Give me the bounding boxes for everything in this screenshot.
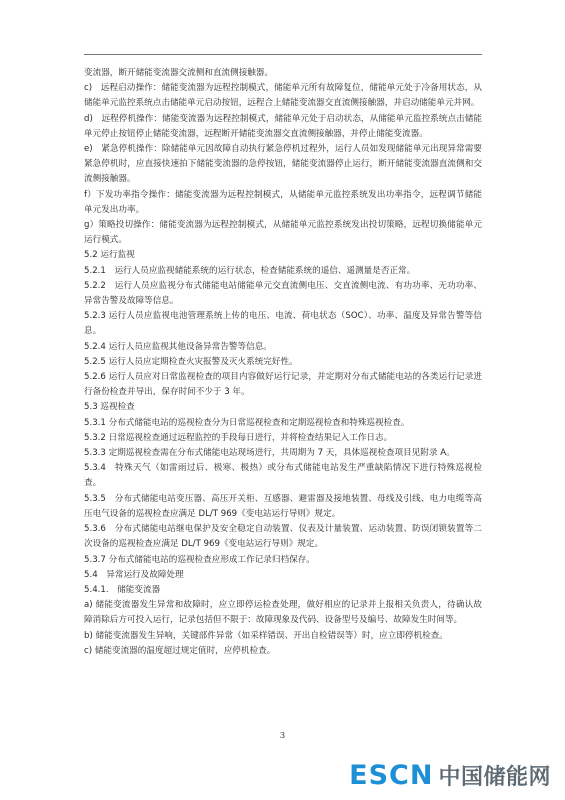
subsection-heading: 5.4.1. 储能变流器 [84,584,161,595]
watermark-logo [349,760,551,790]
paragraph: c) 远程启动操作：储能变流器为远程控制模式，储能单元所有故障复位，储能单元处于冷备用状态，从储能单元监控系统点击储能单元启动按钮，远程合上储能变流器交直流侧接触器，并启动储能单元并网。 [84,83,482,109]
paragraph: 5.3.7 分布式储能电站的巡视检查应形成工作记录归档保存。 [84,554,315,565]
paragraph: 变流器，断开储能变流器交流侧和直流侧接触器。 [84,68,274,78]
paragraph: 5.3.3 定期巡视检查需在分布式储能电站现场进行，共周期为 7 天，具体巡视检查项目见附录 A。 [84,448,455,459]
watermark-latin: ESCN [349,759,434,791]
paragraph: 5.2.2 运行人员应监视分布式储能电站储能单元交直流侧电压、交直流侧电流、有功功率、无功功率、异常告警及故障等信息。 [84,280,482,307]
paragraph: 5.3.2 日常巡视检查通过远程监控的手段每日进行，并将检查结果记入工作日志。 [84,432,393,443]
page-number: 3 [279,731,286,741]
paragraph: c) 储能变流器的温度超过规定值时，应停机检查。 [84,645,276,656]
watermark-chinese: 中国储能网 [438,764,551,790]
paragraph: a) 储能变流器发生异常和故障时，应立即停运检查处理，做好相应的记录并上报相关负责人，待确认故障消除后方可投入运行，记录包括但不限于：故障现象及代码、设备型号及编号、故障发生时间等。 [84,600,482,626]
paragraph: 5.2.3 运行人员应监视电池管理系统上传的电压、电流、荷电状态（SOC）、功率、温度及异常告警等信息。 [84,311,482,337]
paragraph: 5.2.4 运行人员应监视其他设备异常告警等信息。 [84,341,272,352]
paragraph: b) 储能变流器发生异响，关键部件异常（如采样错误、开出自检错误等）时，应立即停机检查。 [84,630,448,641]
section-heading: 5.2 运行监视 [84,250,135,261]
paragraph: 5.2.1 运行人员应监视储能系统的运行状态，检查储能系统的遥信、遥测量是否正常。 [84,265,416,276]
paragraph: e) 紧急停机操作：除储能单元因故障自动执行紧急停机过程外，运行人员如发现储能单元出现异常需要紧急停机时，应直接快速拍下储能变流器的急停按钮，储能变流器停止运行，断开储能变流器直流侧和交流侧接触器。 [84,144,482,185]
paragraph: 5.2.5 运行人员应定期检查火灾报警及灭火系统完好性。 [84,356,298,367]
paragraph: g）策略投切操作：储能变流器为远程控制模式，从储能单元监控系统发出投切策略，远程切换储能单元运行模式。 [84,220,482,246]
section-heading: 5.4 异常运行及故障处理 [84,569,184,580]
section-heading: 5.3 巡视检查 [84,402,135,413]
paragraph: 5.3.5 分布式储能电站变压器、高压开关柜、互感器、避雷器及接地装置、母线及引线、电力电缆等高压电气设备的巡视检查应满足 DL/T 969《变电站运行导则》规定。 [84,493,482,519]
paragraph: d) 远程停机操作：储能变流器为远程控制模式，储能单元处于启动状态，从储能单元监控系统点击储能单元停止按钮停止储能变流器，远程断开储能变流器交直流侧接触器，并停止储能变流器。 [84,113,482,139]
paragraph: 5.3.6 分布式储能电站继电保护及安全稳定自动装置、仪表及计量装置、运动装置、防误闭锁装置等二次设备的巡视检查应满足 DL/T 969《变电站运行导则》规定。 [84,524,482,550]
document-body [84,66,482,659]
header-rule [84,54,482,55]
paragraph: 5.2.6 运行人员应对日常监视检查的项目内容做好运行记录，并定期对分布式储能电站的各类运行记录进行备份检查并导出，保存时间不少于 3 年。 [84,372,482,398]
paragraph: 5.3.1 分布式储能电站的巡视检查分为日常巡视检查和定期巡视检查和特殊巡视检查。 [84,417,410,428]
paragraph: 5.3.4 特殊天气（如雷雨过后、极寒、极热）或分布式储能电站发生严重缺陷情况下进行特殊巡视检查。 [84,463,482,489]
paragraph: f）下发功率指令操作：储能变流器为远程控制模式，从储能单元监控系统发出功率指令，远程调节储能单元发出功率。 [84,189,482,215]
